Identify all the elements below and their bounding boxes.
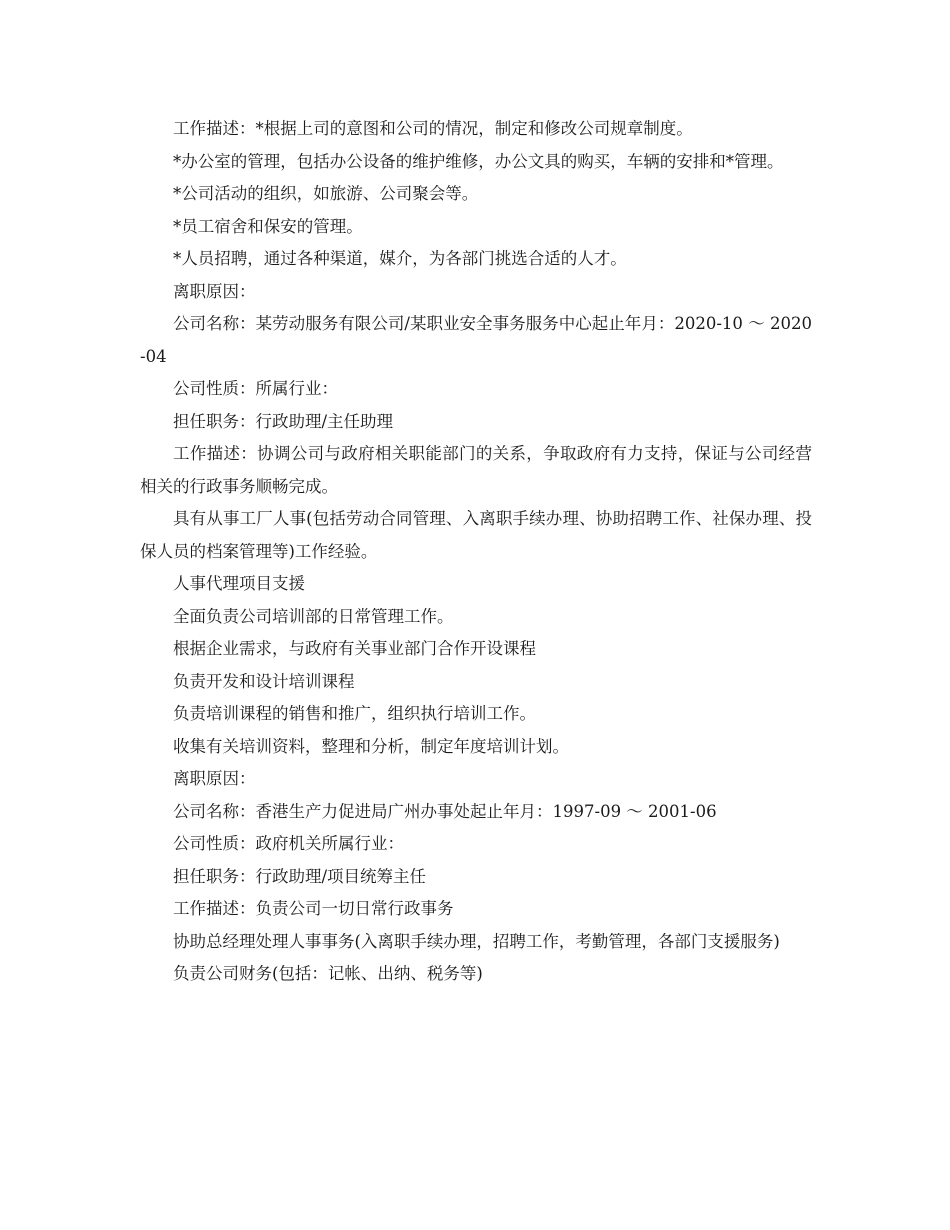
paragraph: 公司性质：政府机关所属行业：: [173, 834, 404, 853]
paragraph: *人员招聘，通过各种渠道，媒介，为各部门挑选合适的人才。: [173, 249, 627, 268]
paragraph: 人事代理项目支援: [173, 574, 305, 593]
paragraph: 协助总经理处理人事事务(入离职手续办理，招聘工作，考勤管理，各部门支援服务): [173, 931, 780, 951]
paragraph: 工作描述：*根据上司的意图和公司的情况，制定和修改公司规章制度。: [173, 119, 693, 138]
paragraph: 负责培训课程的销售和推广，组织执行培训工作。: [173, 704, 536, 723]
paragraph: 公司性质：所属行业：: [173, 379, 338, 398]
paragraph: 全面负责公司培训部的日常管理工作。: [173, 606, 454, 626]
paragraph: 公司名称：香港生产力促进局广州办事处起止年月：1997-09 ～ 2001-06: [173, 801, 717, 821]
paragraph: 工作描述：协调公司与政府相关职能部门的关系，争取政府有力支持，保证与公司经营相关的行政事务顺畅完成。: [140, 444, 812, 496]
paragraph: *办公室的管理，包括办公设备的维护维修，办公文具的购买，车辆的安排和*管理。: [173, 151, 784, 171]
paragraph: 离职原因：: [173, 281, 256, 301]
paragraph: 担任职务：行政助理/项目统筹主任: [173, 866, 427, 886]
paragraph: 担任职务：行政助理/主任助理: [173, 411, 394, 431]
paragraph: 负责开发和设计培训课程: [173, 671, 355, 691]
document-body: [140, 113, 812, 991]
paragraph: 工作描述：负责公司一切日常行政事务: [173, 899, 454, 918]
paragraph: 离职原因：: [173, 769, 256, 788]
paragraph: 负责公司财务(包括：记帐、出纳、税务等): [173, 964, 483, 983]
paragraph: *员工宿舍和保安的管理。: [173, 216, 363, 236]
paragraph: 公司名称：某劳动服务有限公司/某职业安全事务服务中心起止年月：2020-10 ～ 2020-04: [140, 314, 812, 366]
paragraph: 收集有关培训资料，整理和分析，制定年度培训计划。: [173, 736, 569, 756]
paragraph: *公司活动的组织，如旅游、公司聚会等。: [173, 184, 479, 203]
paragraph: 具有从事工厂人事(包括劳动合同管理、入离职手续办理、协助招聘工作、社保办理、投保人员的档案管理等)工作经验。: [140, 509, 812, 561]
paragraph: 根据企业需求，与政府有关事业部门合作开设课程: [173, 639, 536, 658]
